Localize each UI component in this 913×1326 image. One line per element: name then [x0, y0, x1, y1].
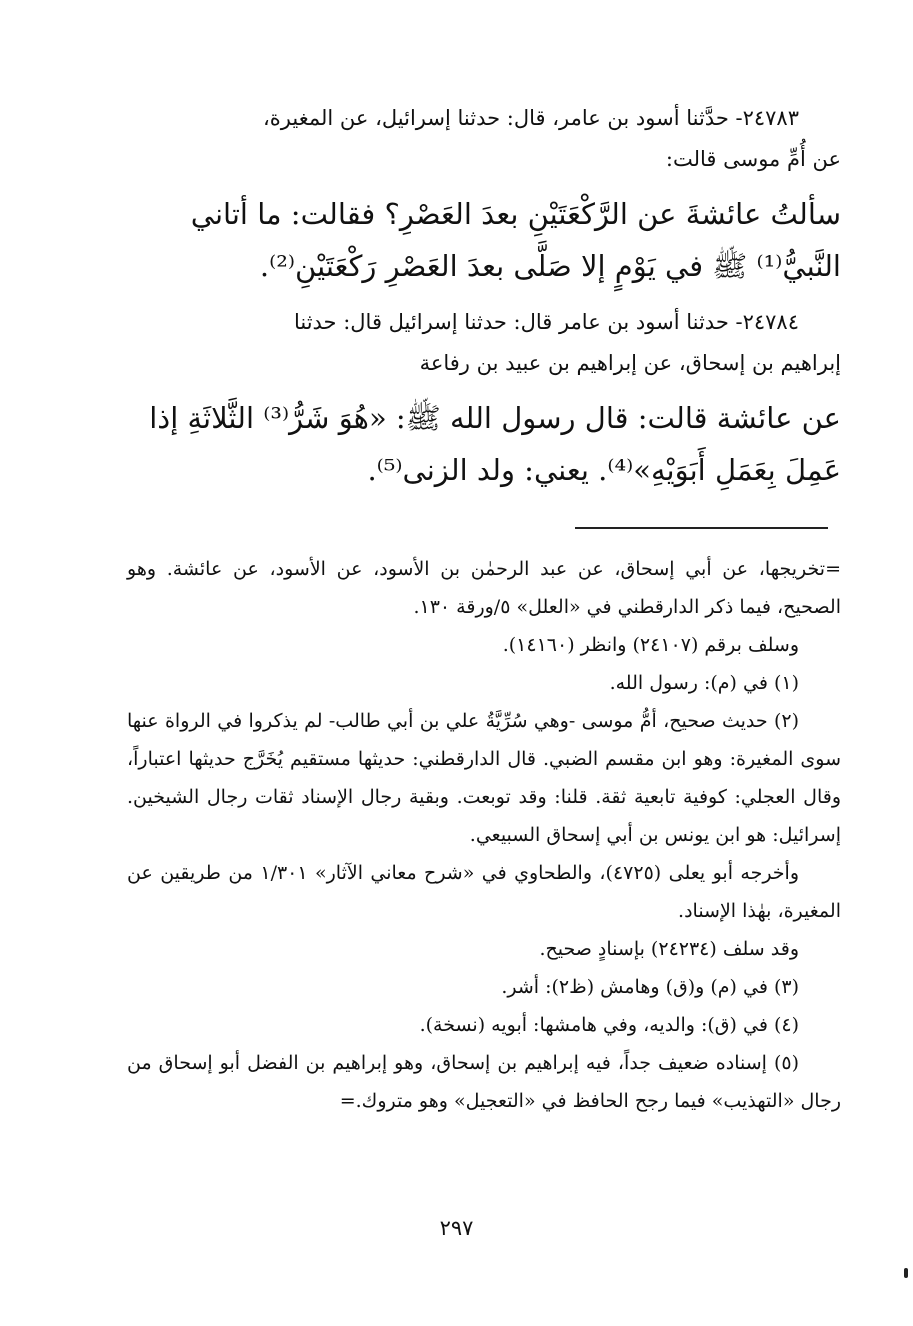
footnote: (١) في (م): رسول الله. — [609, 672, 799, 694]
matn-24784 — [127, 392, 841, 496]
isnad-line: عن أُمِّ موسى قالت: — [665, 147, 841, 171]
page-number: ٢٩٧ — [439, 1216, 474, 1240]
footnote: وقد سلف (٢٤٢٣٤) بإسنادٍ صحيح. — [539, 938, 799, 960]
footnote: (٤) في (ق): والديه، وفي هامشها: أبويه (نسخة). — [419, 1014, 799, 1036]
footnote: وأخرجه أبو يعلى (٤٧٢٥)، والطحاوي في «شرح معاني الآثار» ١/٣٠١ من طريقين عن المغيرة، بهٰذا الإسناد. — [127, 862, 841, 922]
hadith-24783 — [127, 98, 841, 180]
footnotes — [127, 550, 841, 1120]
footnote: وسلف برقم (٢٤١٠٧) وانظر (١٤١٦٠). — [502, 634, 799, 656]
hadith-24784 — [127, 302, 841, 384]
footnote: (٣) في (م) و(ق) وهامش (ظ٢): أشر. — [501, 976, 799, 998]
matn-line: عن عائشة قالت: قال رسول الله ﷺ: «هُوَ شَرُّ⁽³⁾ الثَّلاثَةِ إذا — [149, 401, 841, 435]
footnote: (٥) إسناده ضعيف جداً، فيه إبراهيم بن إسحاق، وهو إبراهيم بن الفضل أبو إسحاق من رجال «التهذيب» فيما رجح الحافظ في «التعجيل» وهو متروك.= — [127, 1052, 841, 1112]
footnote: (٢) حديث صحيح، أمُّ موسى -وهي سُرِّيَّةُ علي بن أبي طالب- لم يذكروا في الرواة عنها سوى المغيرة: وهو ابن مقسم الضبي. قال الدارقطني: حديثها مستقيم يُخَرَّج حديثها اعتباراً، وقال العجلي: كوفية تابعية ثقة. قلنا: وقد توبعت. وبقية رجال الإسناد ثقات رجال الشيخين. إسرائيل: هو ابن يونس بن أبي إسحاق السبيعي. — [127, 710, 841, 846]
footnote-divider — [575, 527, 828, 529]
matn-line: النَّبيُّ⁽¹⁾ ﷺ في يَوْمٍ إلا صَلَّى بعدَ العَصْرِ رَكْعَتَيْنِ⁽²⁾. — [259, 249, 841, 283]
isnad-line: ٢٤٧٨٣- حدَّثنا أسود بن عامر، قال: حدثنا إسرائيل، عن المغيرة، — [263, 106, 799, 130]
scan-mark — [904, 1268, 908, 1278]
footnote: =تخريجها، عن أبي إسحاق، عن عبد الرحمٰن بن الأسود، عن الأسود، عن عائشة. وهو الصحيح، فيما ذكر الدارقطني في «العلل» ٥/ورقة ١٣٠. — [127, 558, 841, 618]
matn-line: سألتُ عائشةَ عن الرَّكْعَتَيْنِ بعدَ العَصْرِ؟ فقالت: ما أتاني — [190, 197, 841, 231]
isnad-line: ٢٤٧٨٤- حدثنا أسود بن عامر قال: حدثنا إسرائيل قال: حدثنا — [293, 310, 799, 334]
matn-24783 — [127, 188, 841, 292]
matn-line: عَمِلَ بِعَمَلِ أَبَوَيْهِ»⁽⁴⁾. يعني: ولد الزنى⁽⁵⁾. — [367, 453, 841, 487]
isnad-line: إبراهيم بن إسحاق، عن إبراهيم بن عبيد بن رفاعة — [419, 351, 841, 375]
main-text — [127, 98, 841, 496]
